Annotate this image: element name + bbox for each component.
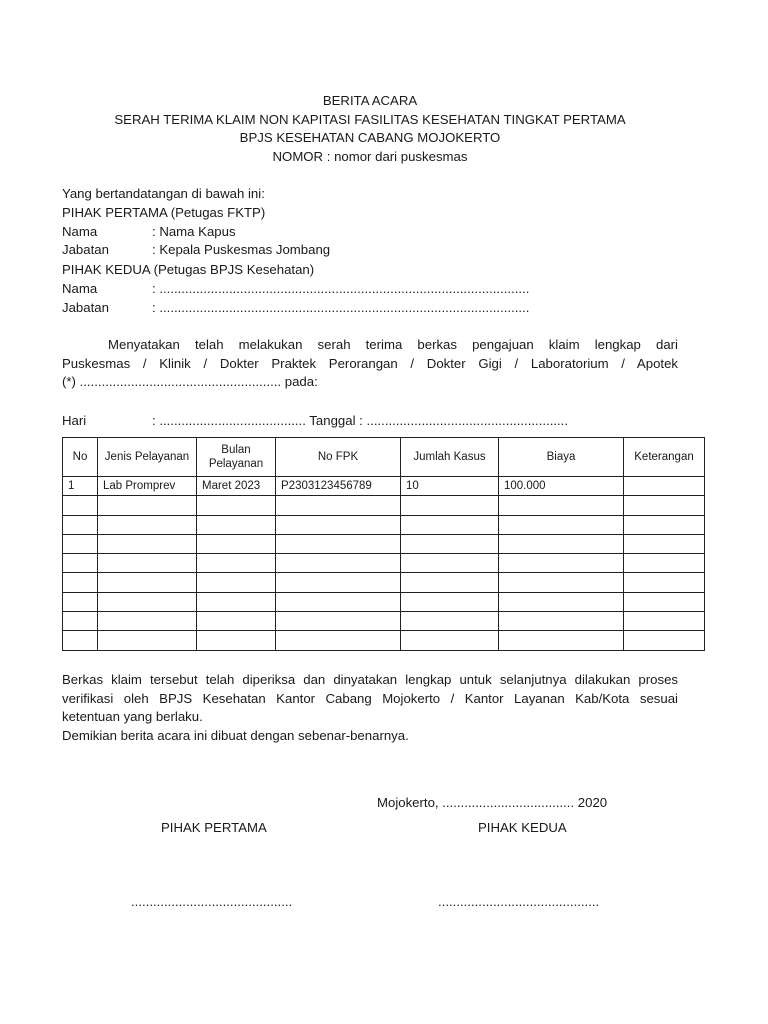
document-branch: BPJS KESEHATAN CABANG MOJOKERTO — [239, 130, 501, 145]
statement-line-1: Menyatakan telah melakukan serah terima berkas pengajuan klaim lengkap dari — [108, 337, 678, 352]
table-cell — [401, 573, 499, 592]
table-cell — [276, 612, 401, 631]
table-cell: 1 — [63, 477, 98, 496]
table-cell — [499, 496, 624, 515]
table-row — [63, 534, 705, 553]
signature-line-right: ............................................ — [438, 894, 600, 909]
col-header-jumlah-kasus: Jumlah Kasus — [401, 438, 499, 477]
table-cell — [197, 554, 276, 573]
table-cell — [499, 534, 624, 553]
table-cell — [499, 515, 624, 534]
document-title: BERITA ACARA — [322, 93, 418, 108]
table-cell — [624, 554, 705, 573]
table-cell: 10 — [401, 477, 499, 496]
table-cell: P2303123456789 — [276, 477, 401, 496]
table-cell — [624, 612, 705, 631]
signature-pihak-pertama-label: PIHAK PERTAMA — [161, 820, 267, 835]
table-cell — [98, 515, 197, 534]
pihak-kedua-jabatan-value: : ..................................................................................................... — [152, 300, 530, 315]
table-cell — [63, 612, 98, 631]
document-subtitle: SERAH TERIMA KLAIM NON KAPITASI FASILITAS KESEHATAN TINGKAT PERTAMA — [114, 112, 626, 127]
pihak-kedua-jabatan-label: Jabatan — [62, 300, 109, 315]
table-cell — [276, 554, 401, 573]
table-cell — [197, 631, 276, 650]
table-row — [63, 592, 705, 611]
signature-line-left: ............................................ — [131, 894, 293, 909]
table-cell — [499, 554, 624, 573]
table-cell — [276, 573, 401, 592]
table-cell — [624, 496, 705, 515]
table-cell — [197, 573, 276, 592]
table-cell — [624, 534, 705, 553]
table-cell — [63, 631, 98, 650]
table-cell — [624, 515, 705, 534]
table-cell — [63, 496, 98, 515]
table-cell — [276, 496, 401, 515]
hari-label: Hari — [62, 413, 87, 428]
closing-paragraph — [62, 671, 678, 745]
table-row — [63, 477, 705, 496]
pihak-pertama-nama-label: Nama — [62, 224, 98, 239]
table-header-row — [63, 438, 705, 477]
closing-line-4: Demikian berita acara ini dibuat dengan sebenar-benarnya. — [62, 727, 409, 743]
col-header-no-fpk: No FPK — [276, 438, 401, 477]
table-cell — [197, 515, 276, 534]
statement-paragraph — [62, 336, 678, 392]
table-row — [63, 631, 705, 650]
table-row — [63, 573, 705, 592]
table-cell — [276, 534, 401, 553]
table-cell — [624, 573, 705, 592]
table-cell — [98, 496, 197, 515]
table-cell — [63, 592, 98, 611]
document-number: NOMOR : nomor dari puskesmas — [272, 149, 468, 164]
table-cell — [63, 554, 98, 573]
table-cell — [63, 573, 98, 592]
table-cell — [624, 592, 705, 611]
table-cell — [276, 631, 401, 650]
table-row — [63, 554, 705, 573]
table-cell — [401, 554, 499, 573]
table-cell — [197, 612, 276, 631]
col-header-no: No — [63, 438, 98, 477]
intro-text: Yang bertandatangan di bawah ini: — [62, 186, 265, 201]
pihak-pertama-jabatan-value: : Kepala Puskesmas Jombang — [152, 242, 331, 257]
table-cell — [98, 573, 197, 592]
table-cell: Lab Promprev — [98, 477, 197, 496]
table-cell — [98, 592, 197, 611]
pihak-kedua-heading: PIHAK KEDUA (Petugas BPJS Kesehatan) — [62, 262, 315, 277]
closing-line-3: ketentuan yang berlaku. — [62, 709, 203, 725]
table-cell — [197, 496, 276, 515]
table-cell — [401, 534, 499, 553]
pihak-kedua-nama-value: : ..................................................................................................... — [152, 281, 530, 296]
table-cell — [63, 534, 98, 553]
table-row — [63, 496, 705, 515]
signature-pihak-kedua-label: PIHAK KEDUA — [478, 820, 567, 835]
table-cell — [197, 592, 276, 611]
pihak-pertama-jabatan-label: Jabatan — [62, 242, 109, 257]
table-cell — [624, 477, 705, 496]
table-cell: Maret 2023 — [197, 477, 276, 496]
table-cell — [401, 631, 499, 650]
table-cell — [401, 496, 499, 515]
col-header-keterangan: Keterangan — [624, 438, 705, 477]
table-cell — [98, 554, 197, 573]
closing-line-2: verifikasi oleh BPJS Kesehatan Kantor Cabang Mojokerto / Kantor Layanan Kab/Kota sesuai — [62, 690, 678, 706]
table-cell — [401, 515, 499, 534]
table-cell — [276, 515, 401, 534]
statement-line-3: (*) ....................................................... pada: — [62, 374, 318, 390]
table-cell — [63, 515, 98, 534]
place-date: Mojokerto, .................................... 2020 — [377, 795, 608, 810]
table-cell — [98, 534, 197, 553]
col-header-biaya: Biaya — [499, 438, 624, 477]
table-cell — [499, 612, 624, 631]
hari-tanggal-value: : ........................................ Tanggal : ....................................................... — [152, 413, 569, 428]
table-cell — [197, 534, 276, 553]
pihak-pertama-heading: PIHAK PERTAMA (Petugas FKTP) — [62, 205, 266, 220]
closing-line-1: Berkas klaim tersebut telah diperiksa dan dinyatakan lengkap untuk selanjutnya dilakukan proses — [62, 672, 678, 687]
table-cell — [401, 592, 499, 611]
table-cell — [499, 631, 624, 650]
table-cell — [499, 573, 624, 592]
table-cell — [401, 612, 499, 631]
statement-line-2: Puskesmas / Klinik / Dokter Praktek Perorangan / Dokter Gigi / Laboratorium / Apotek — [62, 355, 678, 371]
pihak-pertama-nama-value: : Nama Kapus — [152, 224, 236, 239]
klaim-table — [62, 437, 705, 651]
table-cell: 100.000 — [499, 477, 624, 496]
col-header-bulan-pelayanan: Bulan Pelayanan — [197, 438, 276, 477]
table-cell — [98, 631, 197, 650]
pihak-kedua-nama-label: Nama — [62, 281, 98, 296]
col-header-jenis-pelayanan: Jenis Pelayanan — [98, 438, 197, 477]
table-row — [63, 515, 705, 534]
table-row — [63, 612, 705, 631]
table-cell — [276, 592, 401, 611]
table-cell — [98, 612, 197, 631]
table-cell — [499, 592, 624, 611]
table-cell — [624, 631, 705, 650]
